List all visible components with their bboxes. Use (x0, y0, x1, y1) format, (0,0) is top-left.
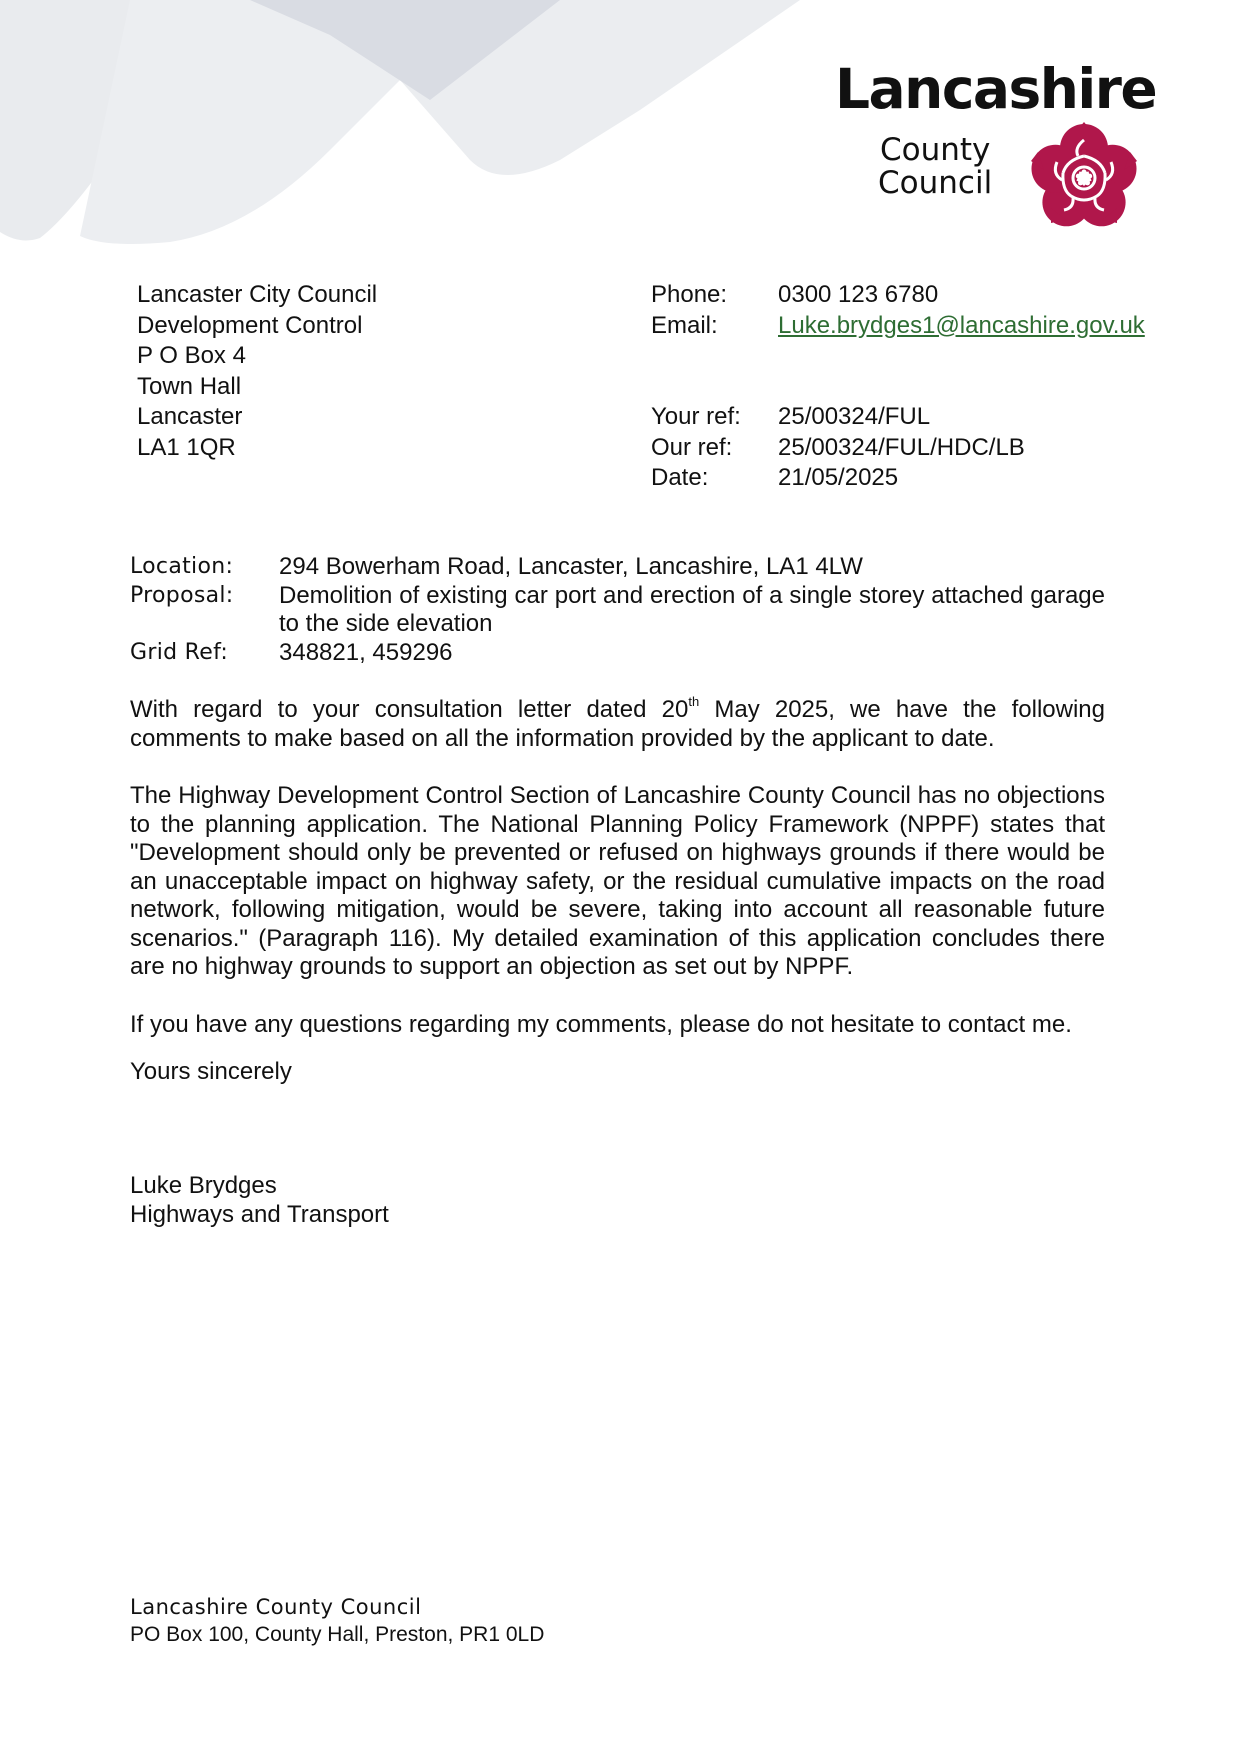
closing: Yours sincerely (130, 1058, 292, 1085)
recipient-address (137, 280, 377, 463)
date-value: 21/05/2025 (778, 464, 899, 491)
lancashire-county-council-logo (835, 57, 1170, 230)
phone-row (651, 280, 1241, 311)
phone-label: Phone: (651, 281, 728, 308)
location-row (130, 553, 1105, 582)
recipient-line: LA1 1QR (137, 433, 236, 461)
paragraph-no-objection: The Highway Development Control Section of Lancashire County Council has no objections to the planning application. The National Planning Policy Framework (NPPF) states that "Development should only be prevented or refused on highways grounds if there would be an unacceptable impact on highway safety, or the residual cumulative impacts on the road network, following mitigation, would be severe, taking into account all reasonable future scenarios." (Paragraph 116). My detailed examination of this application concludes there are no highway grounds to support an objection as set out by NPPF. (130, 782, 1105, 980)
logo-county-text: County (880, 132, 991, 168)
our-ref-value: 25/00324/FUL/HDC/LB (778, 433, 1025, 461)
recipient-line: Town Hall (137, 372, 242, 400)
signature-block (130, 1172, 389, 1229)
letter-body (130, 696, 1105, 1087)
location-value: 294 Bowerham Road, Lancaster, Lancashire, LA1 4LW (279, 553, 863, 580)
our-ref-row (651, 433, 1241, 464)
logo-council-text: Council (878, 165, 993, 201)
red-rose-icon (1028, 122, 1140, 234)
logo-wordmark: Lancashire (835, 57, 1157, 121)
date-row (651, 463, 1241, 494)
your-ref-value: 25/00324/FUL (778, 403, 931, 430)
recipient-line: P O Box 4 (137, 342, 246, 369)
our-ref-label: Our ref: (651, 433, 733, 461)
background-decoration (0, 0, 800, 245)
signatory-department: Highways and Transport (130, 1200, 389, 1228)
paragraph-contact: If you have any questions regarding my comments, please do not hesitate to contact me. (130, 1010, 1072, 1038)
grid-ref-value: 348821, 459296 (279, 638, 453, 666)
proposal-row (130, 582, 1105, 639)
paragraph-consultation: With regard to your consultation letter dated 20th May 2025, we have the following comments to make based on all the information provided by the applicant to date. (130, 694, 1105, 752)
date-label: Date: (651, 464, 709, 491)
footer (130, 1594, 544, 1648)
location-label: Location: (130, 554, 234, 579)
email-link[interactable]: Luke.brydges1@lancashire.gov.uk (778, 311, 1145, 339)
email-row (651, 311, 1241, 342)
application-details (130, 553, 1105, 667)
email-label: Email: (651, 311, 718, 339)
recipient-line: Lancaster (137, 403, 243, 430)
phone-value: 0300 123 6780 (778, 281, 939, 308)
recipient-line: Development Control (137, 311, 363, 339)
contact-details (651, 280, 1241, 494)
grid-ref-label: Grid Ref: (130, 639, 229, 665)
your-ref-row (651, 402, 1241, 433)
grid-ref-row (130, 639, 1105, 668)
proposal-label: Proposal: (130, 582, 234, 608)
footer-address: PO Box 100, County Hall, Preston, PR1 0LD (130, 1623, 545, 1646)
proposal-value: Demolition of existing car port and erection of a single storey attached garage to the side elevation (279, 581, 1105, 637)
your-ref-label: Your ref: (651, 403, 741, 430)
signatory-name: Luke Brydges (130, 1172, 277, 1199)
recipient-line: Lancaster City Council (137, 281, 378, 308)
footer-organisation: Lancashire County Council (130, 1595, 422, 1619)
